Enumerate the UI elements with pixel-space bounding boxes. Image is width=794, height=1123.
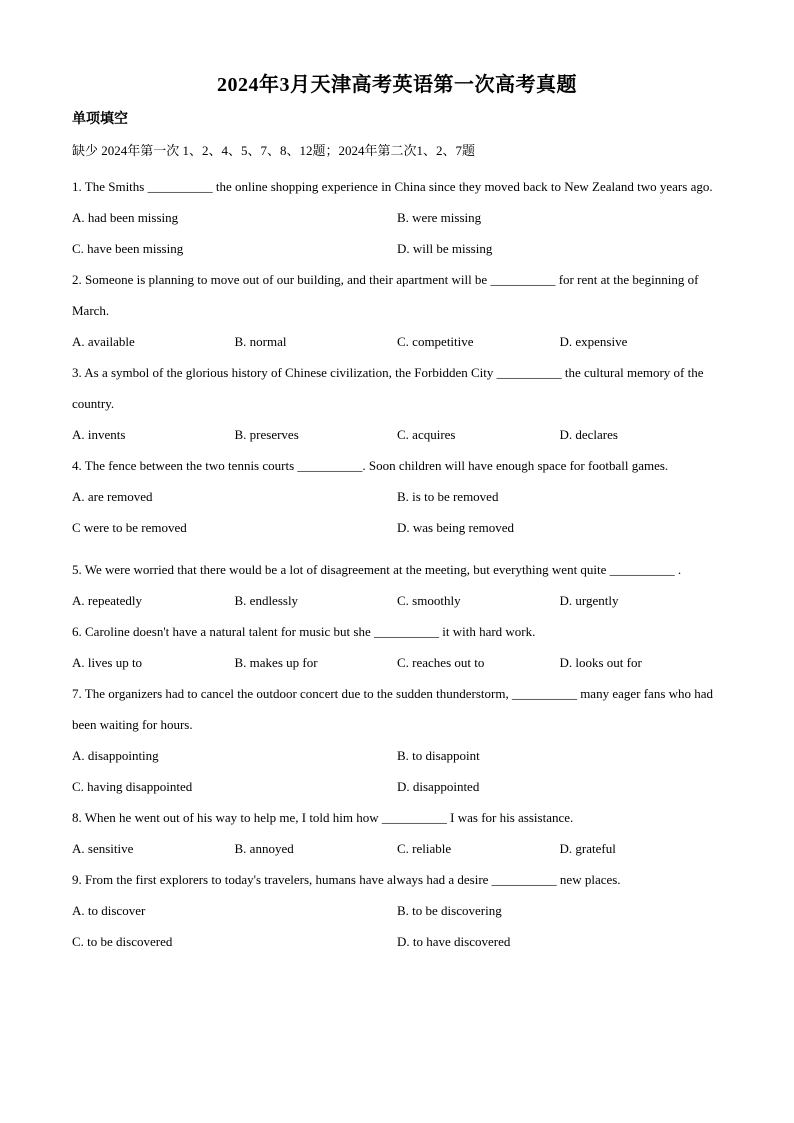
question-1 <box>72 171 722 264</box>
option-c: C were to be removed <box>72 520 187 535</box>
option-b: B. normal <box>234 334 287 349</box>
option-b: B. endlessly <box>234 593 299 608</box>
option-c: C. competitive <box>397 334 474 349</box>
question-list <box>72 171 722 957</box>
question-4 <box>72 450 722 543</box>
question-5 <box>72 554 722 616</box>
page-title: 2024年3月天津高考英语第一次高考真题 <box>217 74 577 96</box>
option-a: A. available <box>72 334 135 349</box>
option-c: C. reaches out to <box>397 655 485 670</box>
option-group <box>72 202 722 264</box>
option-b: B. is to be removed <box>397 489 499 504</box>
option-a: A. disappointing <box>72 748 159 763</box>
question-8 <box>72 802 722 864</box>
option-d: D. declares <box>559 427 618 442</box>
question-stem: 3. As a symbol of the glorious history of Chinese civilization, the Forbidden City __________ the cultural memory of the country. <box>72 365 704 411</box>
option-group <box>72 740 722 802</box>
section-heading: 单项填空 <box>72 112 128 127</box>
option-c: C. have been missing <box>72 241 184 256</box>
option-d: D. looks out for <box>559 655 642 670</box>
option-a: A. had been missing <box>72 210 179 225</box>
option-d: D. expensive <box>559 334 628 349</box>
option-group <box>72 481 722 543</box>
option-group <box>72 895 722 957</box>
option-b: B. were missing <box>397 210 482 225</box>
question-2 <box>72 264 722 357</box>
option-c: C. to be discovered <box>72 934 173 949</box>
option-b: B. annoyed <box>234 841 294 856</box>
option-d: D. disappointed <box>397 779 480 794</box>
option-a: A. invents <box>72 427 126 442</box>
option-b: B. to be discovering <box>397 903 502 918</box>
question-stem: 1. The Smiths __________ the online shopping experience in China since they moved back to New Zealand two years ago. <box>72 179 713 194</box>
option-d: D. will be missing <box>397 241 493 256</box>
question-9 <box>72 864 722 957</box>
question-stem: 8. When he went out of his way to help me, I told him how __________ I was for his assistance. <box>72 810 574 825</box>
option-d: D. urgently <box>559 593 619 608</box>
option-a: A. repeatedly <box>72 593 143 608</box>
question-6 <box>72 616 722 678</box>
question-stem: 7. The organizers had to cancel the outdoor concert due to the sudden thunderstorm, __________ many eager fans who had been waiting for hours. <box>72 686 714 732</box>
option-group <box>72 419 722 450</box>
option-c: C. acquires <box>397 427 456 442</box>
option-group <box>72 585 722 616</box>
option-a: A. are removed <box>72 489 153 504</box>
question-7 <box>72 678 722 802</box>
option-d: D. grateful <box>559 841 616 856</box>
option-group <box>72 833 722 864</box>
option-group <box>72 647 722 678</box>
option-b: B. makes up for <box>234 655 318 670</box>
option-c: C. reliable <box>397 841 452 856</box>
question-stem: 5. We were worried that there would be a lot of disagreement at the meeting, but everything went quite __________ . <box>72 562 682 577</box>
question-stem: 6. Caroline doesn't have a natural talent for music but she __________ it with hard work. <box>72 624 536 639</box>
option-c: C. smoothly <box>397 593 461 608</box>
option-group <box>72 326 722 357</box>
option-b: B. to disappoint <box>397 748 480 763</box>
option-d: D. to have discovered <box>397 934 511 949</box>
option-d: D. was being removed <box>397 520 514 535</box>
option-a: A. sensitive <box>72 841 134 856</box>
question-stem: 2. Someone is planning to move out of our building, and their apartment will be __________ for rent at the beginning of March. <box>72 272 699 318</box>
question-stem: 9. From the first explorers to today's travelers, humans have always had a desire __________ new places. <box>72 872 621 887</box>
option-a: A. to discover <box>72 903 146 918</box>
option-b: B. preserves <box>234 427 299 442</box>
question-stem: 4. The fence between the two tennis courts __________. Soon children will have enough space for football games. <box>72 458 669 473</box>
option-a: A. lives up to <box>72 655 143 670</box>
question-3 <box>72 357 722 450</box>
option-c: C. having disappointed <box>72 779 193 794</box>
missing-questions-note: 缺少 2024年第一次 1、2、4、5、7、8、12题；2024年第二次1、2、7题 <box>72 143 476 158</box>
